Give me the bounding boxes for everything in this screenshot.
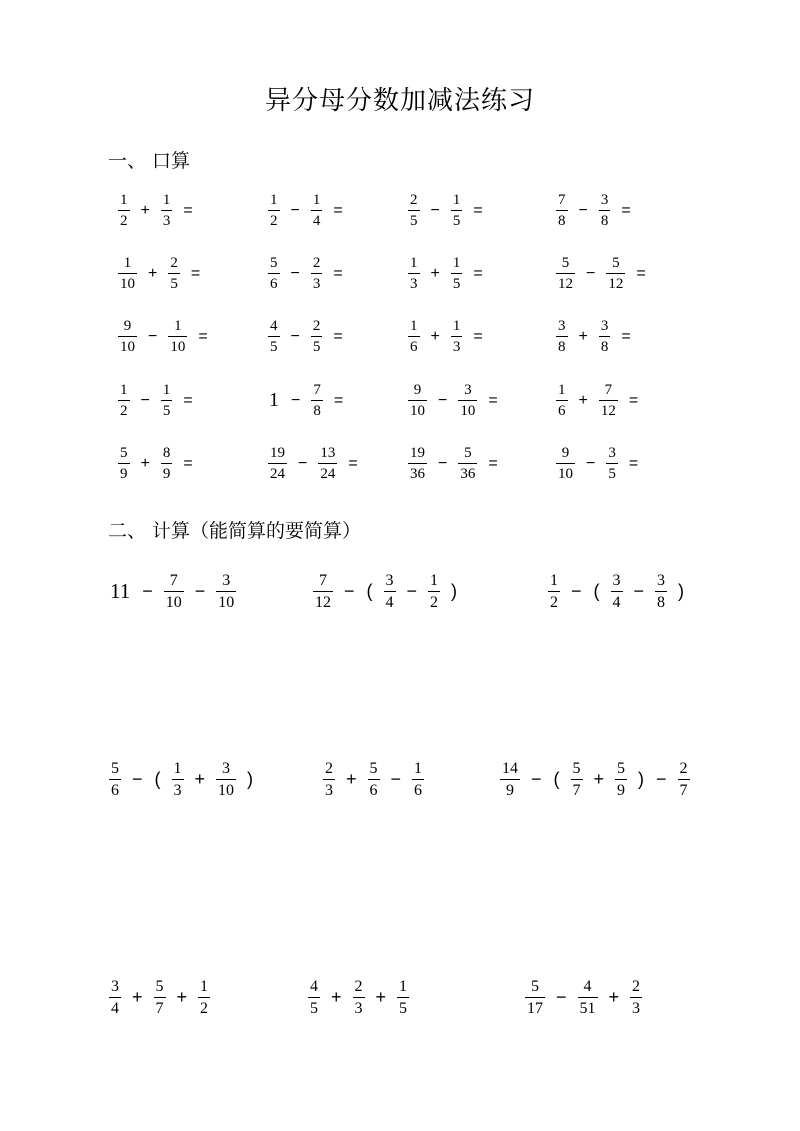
- fraction: [451, 192, 463, 229]
- operator: −: [132, 769, 143, 790]
- oral-problem: [263, 318, 349, 355]
- operator: +: [430, 264, 440, 282]
- operator: +: [346, 769, 357, 790]
- denominator: 2: [120, 402, 128, 419]
- fraction: [318, 445, 337, 482]
- fraction: [451, 255, 463, 292]
- numerator: 3: [222, 572, 231, 589]
- numerator: 1: [270, 192, 278, 208]
- denominator: 3: [354, 999, 363, 1017]
- oral-problem: [263, 255, 349, 292]
- denominator: 5: [452, 275, 461, 292]
- operator: =: [488, 391, 498, 409]
- fraction: [118, 382, 130, 419]
- denominator: 10: [120, 275, 135, 292]
- fraction: [451, 318, 463, 355]
- denominator: 10: [165, 593, 182, 611]
- denominator: 6: [369, 781, 378, 799]
- numerator: 1: [430, 572, 439, 589]
- numerator: 5: [464, 445, 472, 461]
- fraction: [556, 445, 575, 482]
- operator: +: [140, 454, 150, 472]
- denominator: 3: [173, 781, 182, 799]
- denominator: 5: [410, 212, 418, 229]
- fraction: [630, 978, 642, 1017]
- numerator: 9: [561, 445, 570, 461]
- operator: =: [628, 391, 639, 409]
- numerator: 8: [162, 445, 171, 461]
- operator: (: [366, 581, 373, 602]
- operator: −: [586, 454, 596, 472]
- fraction: [599, 192, 611, 229]
- fraction: [428, 572, 440, 611]
- operator: −: [291, 391, 301, 409]
- numerator: 5: [572, 760, 581, 777]
- fraction: [412, 760, 424, 799]
- numerator: 1: [200, 978, 209, 995]
- denominator: 36: [410, 465, 425, 482]
- numerator: 1: [550, 572, 558, 589]
- denominator: 9: [162, 465, 171, 482]
- oral-problem: [263, 192, 349, 229]
- fraction: [571, 760, 583, 799]
- numerator: 1: [120, 192, 128, 208]
- denominator: 36: [460, 465, 476, 482]
- fraction: [311, 382, 323, 419]
- fraction: [118, 255, 137, 292]
- numerator: 4: [270, 318, 278, 334]
- operator: =: [473, 201, 483, 219]
- operator: =: [621, 327, 631, 345]
- numerator: 1: [312, 192, 321, 208]
- fraction: [109, 978, 121, 1017]
- operator: =: [473, 264, 483, 282]
- numerator: 3: [600, 192, 609, 208]
- oral-problem: [263, 445, 364, 482]
- fraction: [397, 978, 409, 1017]
- denominator: 2: [120, 212, 128, 229]
- oral-problem: [403, 318, 489, 355]
- numerator: 7: [319, 572, 327, 589]
- denominator: 7: [679, 781, 688, 799]
- operator: +: [430, 327, 440, 345]
- oral-problem: [113, 318, 214, 355]
- denominator: 8: [657, 593, 666, 611]
- fraction: [408, 382, 427, 419]
- denominator: 3: [452, 338, 461, 355]
- calc-problem: [303, 978, 414, 1017]
- denominator: 51: [579, 999, 596, 1017]
- numerator: 4: [583, 978, 592, 995]
- denominator: 2: [200, 999, 209, 1017]
- operator: =: [473, 327, 483, 345]
- numerator: 7: [558, 192, 566, 208]
- fraction: [118, 445, 130, 482]
- operator: ): [451, 581, 458, 602]
- numerator: 5: [369, 760, 378, 777]
- oral-problem: [113, 382, 199, 419]
- denominator: 6: [410, 338, 418, 355]
- operator: +: [608, 987, 620, 1008]
- numerator: 5: [155, 978, 164, 995]
- oral-problem: [551, 318, 637, 355]
- operator: =: [348, 454, 358, 472]
- denominator: 3: [410, 275, 418, 292]
- fraction: [311, 192, 323, 229]
- numerator: 14: [502, 760, 518, 777]
- fraction: [168, 318, 187, 355]
- numerator: 1: [410, 255, 418, 271]
- numerator: 2: [632, 978, 641, 995]
- denominator: 9: [506, 781, 514, 799]
- denominator: 17: [527, 999, 543, 1017]
- oral-problem: [551, 445, 644, 482]
- operator: =: [333, 201, 343, 219]
- operator: −: [142, 581, 153, 602]
- fraction: [268, 255, 280, 292]
- numerator: 7: [313, 382, 321, 398]
- numerator: 5: [111, 760, 119, 777]
- operator: −: [438, 391, 448, 409]
- oral-problem: [403, 192, 489, 229]
- denominator: 12: [600, 402, 616, 419]
- fraction: [216, 572, 236, 611]
- operator: (: [154, 769, 161, 790]
- denominator: 2: [550, 593, 558, 611]
- numerator: 5: [617, 760, 626, 777]
- fraction: [578, 978, 598, 1017]
- operator: −: [430, 201, 440, 219]
- numerator: 3: [111, 978, 119, 995]
- fraction: [154, 978, 166, 1017]
- numerator: 1: [558, 382, 566, 398]
- fraction: [311, 255, 323, 292]
- fraction: [308, 978, 320, 1017]
- operator: ): [678, 581, 685, 602]
- denominator: 9: [120, 465, 128, 482]
- operator: −: [148, 327, 158, 345]
- fraction: [353, 978, 365, 1017]
- numerator: 2: [410, 192, 418, 208]
- oral-problem: [403, 445, 504, 482]
- numerator: 1: [399, 978, 408, 995]
- denominator: 8: [558, 212, 566, 229]
- numerator: 3: [222, 760, 231, 777]
- numerator: 1: [410, 318, 418, 334]
- fraction: [458, 382, 477, 419]
- integer: 11: [110, 579, 131, 604]
- operator: −: [390, 769, 402, 790]
- denominator: 6: [270, 275, 278, 292]
- fraction: [161, 445, 173, 482]
- numerator: 1: [123, 255, 132, 271]
- denominator: 6: [414, 781, 423, 799]
- operator: −: [438, 454, 448, 472]
- denominator: 8: [600, 212, 609, 229]
- fraction: [161, 382, 173, 419]
- fraction: [118, 192, 130, 229]
- numerator: 4: [310, 978, 318, 995]
- numerator: 5: [561, 255, 570, 271]
- integer: 1: [269, 389, 279, 411]
- operator: =: [333, 391, 344, 409]
- fraction: [172, 760, 184, 799]
- operator: −: [578, 201, 588, 219]
- fraction: [164, 572, 184, 611]
- fraction: [109, 760, 121, 799]
- calc-problem: [104, 760, 259, 799]
- calc-problem: [308, 572, 463, 611]
- fraction: [268, 318, 280, 355]
- numerator: 1: [452, 318, 461, 334]
- numerator: 1: [162, 382, 171, 398]
- operator: ): [638, 769, 645, 790]
- operator: =: [333, 327, 343, 345]
- numerator: 19: [270, 445, 285, 461]
- denominator: 12: [558, 275, 573, 292]
- numerator: 7: [169, 572, 178, 589]
- numerator: 13: [320, 445, 336, 461]
- operator: −: [656, 769, 667, 790]
- numerator: 3: [464, 382, 472, 398]
- fraction: [323, 760, 335, 799]
- operator: −: [290, 327, 300, 345]
- denominator: 10: [218, 593, 235, 611]
- operator: −: [344, 581, 355, 602]
- operator: −: [571, 581, 582, 602]
- fraction: [615, 760, 627, 799]
- denominator: 8: [600, 338, 609, 355]
- section-calc-heading: 二、 计算（能简算的要简算）: [108, 520, 362, 542]
- numerator: 5: [612, 255, 620, 271]
- denominator: 10: [170, 338, 186, 355]
- denominator: 3: [162, 212, 171, 229]
- fraction: [458, 445, 477, 482]
- operator: +: [375, 987, 387, 1008]
- fraction: [500, 760, 520, 799]
- denominator: 5: [452, 212, 461, 229]
- fraction: [678, 760, 690, 799]
- fraction: [408, 318, 420, 355]
- denominator: 12: [315, 593, 331, 611]
- operator: +: [132, 987, 143, 1008]
- denominator: 24: [320, 465, 336, 482]
- calc-problem: [104, 978, 215, 1017]
- denominator: 4: [312, 212, 321, 229]
- operator: −: [290, 264, 300, 282]
- denominator: 24: [270, 465, 285, 482]
- oral-problem: [113, 255, 206, 292]
- numerator: 2: [312, 255, 321, 271]
- denominator: 5: [162, 402, 171, 419]
- operator: −: [406, 581, 418, 602]
- numerator: 2: [325, 760, 333, 777]
- numerator: 1: [414, 760, 423, 777]
- calc-problem: [495, 760, 695, 799]
- fraction: [556, 318, 568, 355]
- numerator: 2: [679, 760, 688, 777]
- oral-problem: [403, 255, 489, 292]
- denominator: 9: [617, 781, 626, 799]
- numerator: 3: [558, 318, 566, 334]
- operator: =: [183, 391, 193, 409]
- denominator: 6: [558, 402, 566, 419]
- fraction: [556, 382, 568, 419]
- operator: =: [190, 264, 201, 282]
- oral-problem: [263, 382, 349, 419]
- fraction: [525, 978, 545, 1017]
- denominator: 10: [120, 338, 135, 355]
- fraction: [556, 192, 568, 229]
- oral-problem: [403, 382, 504, 419]
- numerator: 1: [120, 382, 128, 398]
- operator: +: [578, 391, 588, 409]
- fraction: [408, 192, 420, 229]
- operator: =: [198, 327, 208, 345]
- operator: +: [140, 201, 150, 219]
- fraction: [655, 572, 667, 611]
- denominator: 4: [612, 593, 621, 611]
- operator: −: [298, 454, 308, 472]
- fraction: [556, 255, 575, 292]
- numerator: 3: [600, 318, 609, 334]
- numerator: 1: [173, 760, 182, 777]
- fraction: [606, 255, 625, 292]
- denominator: 8: [558, 338, 566, 355]
- denominator: 7: [572, 781, 581, 799]
- operator: =: [183, 201, 193, 219]
- denominator: 10: [218, 781, 235, 799]
- denominator: 5: [399, 999, 408, 1017]
- operator: −: [586, 264, 596, 282]
- numerator: 5: [531, 978, 539, 995]
- denominator: 12: [608, 275, 624, 292]
- operator: −: [140, 391, 150, 409]
- page-title: 异分母分数加减法练习: [264, 86, 535, 116]
- numerator: 3: [612, 572, 621, 589]
- operator: =: [621, 201, 631, 219]
- oral-problem: [113, 445, 199, 482]
- operator: −: [531, 769, 542, 790]
- fraction: [548, 572, 560, 611]
- numerator: 9: [413, 382, 422, 398]
- fraction: [599, 382, 618, 419]
- operator: −: [194, 581, 206, 602]
- oral-problem: [551, 382, 644, 419]
- calc-problem: [318, 760, 429, 799]
- operator: =: [183, 454, 193, 472]
- numerator: 2: [170, 255, 178, 271]
- fraction: [599, 318, 611, 355]
- numerator: 5: [270, 255, 278, 271]
- denominator: 5: [608, 465, 616, 482]
- operator: (: [553, 769, 560, 790]
- numerator: 1: [174, 318, 182, 334]
- fraction: [198, 978, 210, 1017]
- oral-problem: [113, 192, 199, 229]
- fraction: [161, 192, 173, 229]
- oral-problem: [551, 255, 652, 292]
- operator: −: [633, 581, 645, 602]
- denominator: 3: [632, 999, 641, 1017]
- numerator: 9: [123, 318, 132, 334]
- denominator: 4: [385, 593, 394, 611]
- operator: =: [488, 454, 498, 472]
- numerator: 1: [452, 255, 461, 271]
- numerator: 1: [452, 192, 461, 208]
- operator: ): [247, 769, 254, 790]
- operator: +: [176, 987, 188, 1008]
- denominator: 5: [170, 275, 178, 292]
- numerator: 3: [657, 572, 666, 589]
- fraction: [408, 445, 427, 482]
- fraction: [168, 255, 180, 292]
- operator: +: [578, 327, 588, 345]
- denominator: 3: [312, 275, 321, 292]
- section-oral-heading: 一、 口算: [108, 150, 191, 172]
- operator: +: [148, 264, 158, 282]
- numerator: 2: [354, 978, 363, 995]
- numerator: 2: [312, 318, 321, 334]
- numerator: 3: [608, 445, 616, 461]
- fraction: [408, 255, 420, 292]
- fraction: [384, 572, 396, 611]
- numerator: 1: [162, 192, 171, 208]
- denominator: 7: [155, 999, 164, 1017]
- calc-problem: [543, 572, 690, 611]
- operator: +: [194, 769, 206, 790]
- denominator: 3: [325, 781, 333, 799]
- operator: +: [593, 769, 605, 790]
- operator: =: [636, 264, 646, 282]
- denominator: 4: [111, 999, 119, 1017]
- denominator: 5: [270, 338, 278, 355]
- operator: −: [290, 201, 300, 219]
- oral-problem: [551, 192, 637, 229]
- denominator: 10: [460, 402, 476, 419]
- calc-problem: [520, 978, 647, 1017]
- calc-problem: [104, 572, 241, 611]
- fraction: [313, 572, 333, 611]
- denominator: 2: [270, 212, 278, 229]
- fraction: [216, 760, 236, 799]
- fraction: [611, 572, 623, 611]
- fraction: [311, 318, 323, 355]
- fraction: [368, 760, 380, 799]
- denominator: 10: [558, 465, 573, 482]
- numerator: 5: [120, 445, 128, 461]
- operator: +: [331, 987, 342, 1008]
- numerator: 19: [410, 445, 425, 461]
- denominator: 5: [310, 999, 318, 1017]
- numerator: 3: [385, 572, 394, 589]
- operator: (: [593, 581, 600, 602]
- denominator: 8: [313, 402, 321, 419]
- fraction: [118, 318, 137, 355]
- operator: −: [556, 987, 567, 1008]
- denominator: 2: [430, 593, 439, 611]
- denominator: 10: [410, 402, 425, 419]
- operator: =: [628, 454, 639, 472]
- denominator: 5: [312, 338, 321, 355]
- numerator: 7: [604, 382, 613, 398]
- operator: =: [333, 264, 343, 282]
- fraction: [268, 192, 280, 229]
- denominator: 6: [111, 781, 119, 799]
- fraction: [268, 445, 287, 482]
- fraction: [606, 445, 618, 482]
